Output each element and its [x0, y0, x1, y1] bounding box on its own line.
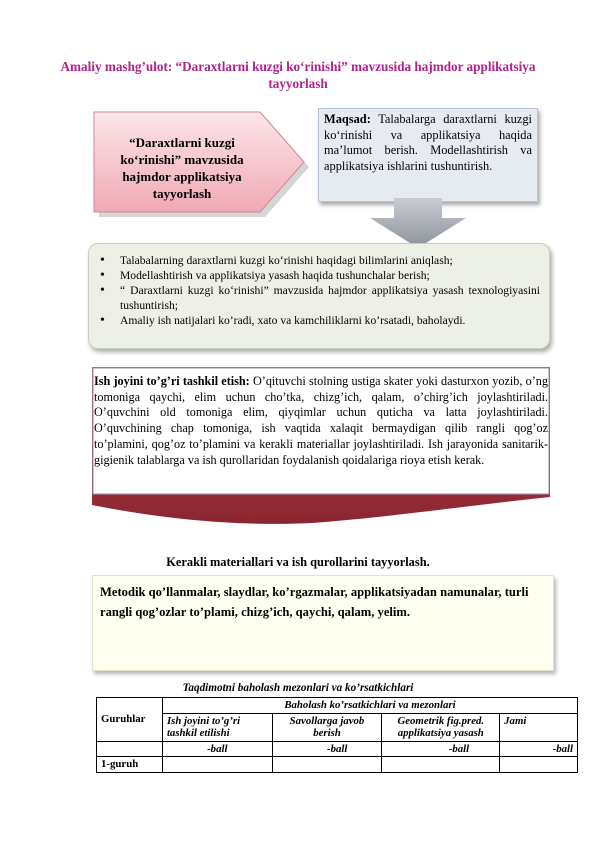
score-cell[interactable]	[272, 757, 382, 773]
group-name: 1-guruh	[97, 757, 163, 773]
goal-description: Talabalarga daraxtlarni kuzgi ko‘rinishi va applikatsiya haqida ma’lumot berish. Modellashtirish va applikatsiya ishlarini tushuntirish.	[324, 112, 532, 173]
goal-label: Maqsad:	[324, 112, 371, 126]
objective-item: • “ Daraxtlarni kuzgi ko‘rinishi” mavzusida hajmdor applikatsiya yasash texnologiyasini tushuntirish;	[98, 283, 540, 313]
column-header: Jami	[500, 713, 578, 741]
score-cell[interactable]	[162, 757, 272, 773]
evaluation-table	[96, 697, 578, 773]
unit-cell: -ball	[162, 741, 272, 757]
table-caption: Taqdimotni baholash mezonlari va ko’rsatkichlari	[182, 682, 414, 694]
unit-cell: -ball	[500, 741, 578, 757]
objective-item: • Amaliy ish natijalari ko’radi, xato va kamchiliklarni ko’rsatadi, baholaydi.	[98, 313, 540, 328]
unit-cell: -ball	[272, 741, 382, 757]
workplace-label: Ish joyini to’g’ri tashkil etish:	[94, 374, 250, 388]
score-cell[interactable]	[382, 757, 500, 773]
column-header: Savollarga javob berish	[272, 713, 382, 741]
group-header: Guruhlar	[97, 698, 163, 742]
total-cell[interactable]	[500, 757, 578, 773]
table-row	[97, 757, 578, 773]
column-header: Ish joyini to’g’ri tashkil etilishi	[162, 713, 272, 741]
topic-arrow-text: “Daraxtlarni kuzgi ko‘rinishi” mavzusida hajmdor applikatsiya tayyorlash	[120, 135, 244, 201]
materials-text: Metodik qo’llanmalar, slaydlar, ko’rgazmalar, applikatsiyadan namunalar, turli rangli qog’ozlar to’plami, chizg’ich, qaychi, qalam, yelim.	[100, 585, 529, 619]
workplace-text	[94, 374, 548, 468]
page-title: Amaliy mashg’ulot: “Daraxtlarni kuzgi ko‘rinishi” mavzusida hajmdor applikatsiya tayyorlash	[60, 59, 536, 91]
goal-text	[324, 112, 532, 174]
objective-item: • Talabalarning daraxtlarni kuzgi ko‘rinishi haqidagi bilimlarini aniqlash;	[98, 253, 540, 268]
workplace-description: O’qituvchi stolning ustiga skater yoki dasturxon yozib, o’ng tomoniga qaychi, elim uchun cho’tka, chizg’ich, qalam, o’chirg’ich joylashtiriladi. O’quvchini old tomoniga elim, qiyqimlar uchun quticha va latta joylashtiriladi. O’quvchining chap tomoniga, ish vaqtida xalaqit bermaydigan qilib rangli qog’oz to’plamini, qog’oz to’plamini va kerakli materiallar joylashtiriladi. Ish jarayonida sanitarik-gigienik talablarga va ish qurollaridan foydalanish qoidalariga rioya etish kerak.	[94, 374, 548, 467]
unit-cell: -ball	[382, 741, 500, 757]
objectives-list	[98, 253, 540, 328]
table-cell	[97, 741, 163, 757]
materials-heading: Kerakli materiallari va ish qurollarini tayyorlash.	[166, 555, 430, 569]
objective-item: • Modellashtirish va applikatsiya yasash haqida tushunchalar berish;	[98, 268, 540, 283]
column-header: Geometrik fig.pred. applikatsiya yasash	[382, 713, 500, 741]
criteria-header: Baholash ko’rsatkichlari va mezonlari	[162, 698, 577, 714]
